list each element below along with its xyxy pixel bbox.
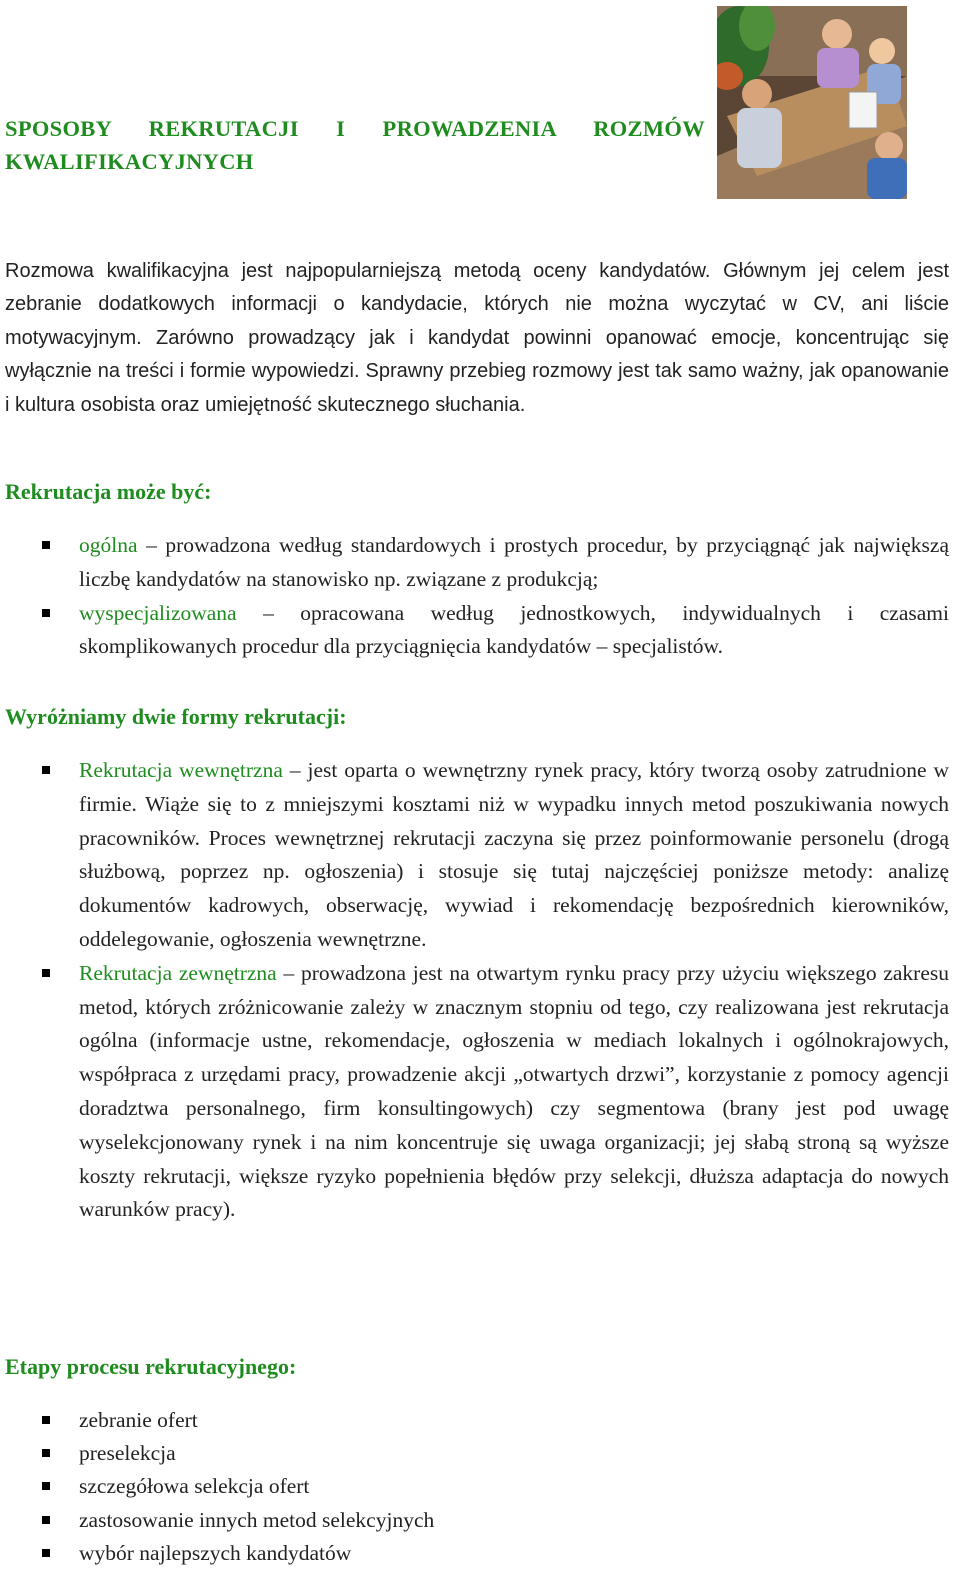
bullet-icon: [42, 609, 50, 617]
list-item: [0, 597, 949, 665]
bullet-icon: [42, 969, 50, 977]
description: – prowadzona jest na otwartym rynku pracy przy użyciu większego zakresu metod, których zróżnicowanie zależy w znacznym stopniu od tego, czy realizowana jest rekrutacja ogólna (informacje ustne, rekomendacje, ogłoszenia w mediach lokalnych i ogólnokrajowych, współpraca z urzędami pracy, prowadzenie akcji „otwartych drzwi”, korzystanie z pomocy agencji doradztwa personalnego, firm konsultingowych) czy segmentowa (brany jest pod uwagę wyselekcjonowany rynek i na nim koncentruje się uwaga organizacji; jej słabą stroną są wyższe koszty rekrutacji, większe ryzyko popełnienia błędów przy selekcji, dłuższa adaptacja do nowych warunków pracy).: [79, 960, 949, 1222]
list-item: [0, 1537, 949, 1570]
bullet-icon: [42, 1482, 50, 1490]
term: wyspecjalizowana: [79, 600, 237, 625]
list-item: [0, 754, 949, 957]
term: ogólna: [79, 533, 138, 557]
description: – opracowana według jednostkowych, indywidualnych i czasami skomplikowanych procedur dla przyciągnięcia kandydatów – specjalistów.: [79, 600, 949, 659]
stage-label: zebranie ofert: [79, 1408, 198, 1432]
bullet-icon: [42, 1516, 50, 1524]
list-item: [0, 1437, 949, 1470]
section-heading-recruitment-stages: Etapy procesu rekrutacyjnego:: [5, 1354, 297, 1379]
bullet-icon: [42, 1549, 50, 1557]
office-meeting-illustration: [717, 6, 907, 199]
term: Rekrutacja zewnętrzna: [79, 960, 277, 985]
list-item: [0, 1404, 949, 1437]
term: Rekrutacja wewnętrzna: [79, 758, 283, 782]
section-heading-recruitment-types: Rekrutacja może być:: [5, 479, 212, 504]
list-item: [0, 1470, 949, 1503]
stage-label: zastosowanie innych metod selekcyjnych: [79, 1507, 435, 1532]
page-title: SPOSOBY REKRUTACJI I PROWADZENIA ROZMÓW KWALIFIKACYJNYCH: [5, 116, 705, 174]
stage-label: preselekcja: [79, 1441, 176, 1466]
bullet-icon: [42, 1449, 50, 1457]
section-heading-recruitment-forms: Wyróżniamy dwie formy rekrutacji:: [5, 704, 347, 729]
stage-label: szczegółowa selekcja ofert: [79, 1474, 310, 1499]
bullet-icon: [42, 541, 50, 549]
bullet-icon: [42, 1416, 50, 1424]
description: – jest oparta o wewnętrzny rynek pracy, który tworzą osoby zatrudnione w firmie. Wiąże się to z mniejszymi kosztami niż w wypadku innych metod poszukiwania nowych pracowników. Proces wewnętrznej rekrutacji zaczyna się przez poinformowanie personelu (drogą służbową, poprzez np. ogłoszenia) i stosuje się tutaj najczęściej poniższe metody: analizę dokumentów kadrowych, obserwację, wywiad i rekomendację bezpośrednich kierowników, oddelegowanie, ogłoszenia wewnętrzne.: [79, 758, 949, 951]
list-item: [0, 957, 949, 1227]
bullet-icon: [42, 766, 50, 774]
description: – prowadzona według standardowych i prostych procedur, by przyciągnąć jak największą liczbę kandydatów na stanowisko np. związane z produkcją;: [79, 533, 949, 591]
recruitment-types-list: [0, 529, 949, 664]
intro-paragraph: Rozmowa kwalifikacyjna jest najpopularniejszą metodą oceny kandydatów. Głównym jej celem jest zebranie dodatkowych informacji o kandydacie, których nie można wyczytać w CV, ani liście motywacyjnym. Zarówno prowadzący jak i kandydat powinni opanować emocje, koncentrując się wyłącznie na treści i formie wypowiedzi. Sprawny przebieg rozmowy jest tak samo ważny, jak opanowanie i kultura osobista oraz umiejętność skutecznego słuchania.: [5, 260, 949, 416]
stage-label: wybór najlepszych kandydatów: [79, 1540, 352, 1565]
list-item: [0, 529, 949, 597]
recruitment-forms-list: [0, 754, 949, 1227]
recruitment-stages-list: [0, 1404, 949, 1570]
list-item: [0, 1504, 949, 1537]
